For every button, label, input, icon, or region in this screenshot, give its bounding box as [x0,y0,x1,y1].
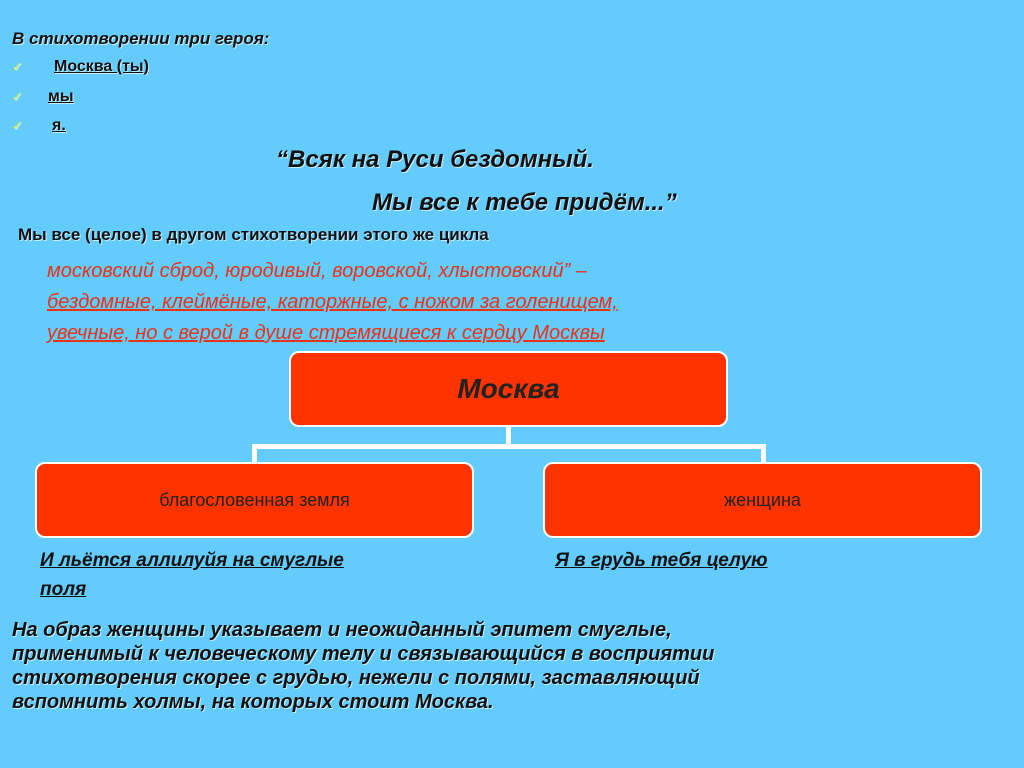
diagram-box-woman: женщина [543,462,982,538]
hero-item-moscow [12,58,149,76]
caption-left-line-1: И льётся аллилуйя на смуглые [40,550,344,571]
paragraph-line-1: На образ женщины указывает и неожиданный эпитет смуглые, [12,619,672,641]
connector-horizontal [252,444,766,449]
conclusion-paragraph [12,618,1012,714]
paragraph-line-2: применимый к человеческому телу и связывающийся в восприятии [12,643,715,665]
diagram-root-box: Москва [289,351,728,427]
hero-item-i [12,117,66,135]
checkmark-icon: ✓ [12,89,23,104]
paragraph-line-3: стихотворения скорее с грудью, нежели с полями, заставляющий [12,667,700,689]
red-text-line-1: московский сброд, юродивый, воровской, хлыстовский” – [47,260,587,282]
connector-right-drop [761,444,766,464]
red-text-line-3: увечные, но с верой в душе стремящиеся к сердцу Москвы [47,322,605,344]
caption-right: Я в грудь тебя целую [555,550,768,571]
diagram-box-land: благословенная земля [35,462,474,538]
heroes-title: В стихотворении три героя: [12,29,270,48]
quote-line-1: “Всяк на Руси бездомный. [276,146,594,173]
paragraph-line-4: вспомнить холмы, на которых стоит Москва. [12,691,494,713]
hero-item-we [12,88,74,106]
cycle-line: Мы все (целое) в другом стихотворении этого же цикла [18,225,489,244]
checkmark-icon: ✓ [12,118,23,133]
hero-item-label: мы [48,88,74,105]
quote-line-2: Мы все к тебе придём...” [372,189,677,216]
red-text-line-2: бездомные, клеймёные, каторжные, с ножом за голенищем, [47,291,618,313]
caption-left [40,546,344,604]
hero-item-label: я. [52,117,66,134]
red-epithets-text [47,256,867,349]
hero-item-label: Москва (ты) [54,58,149,75]
connector-left-drop [252,444,257,464]
checkmark-icon: ✓ [12,59,23,74]
caption-left-line-2: поля [40,579,87,600]
